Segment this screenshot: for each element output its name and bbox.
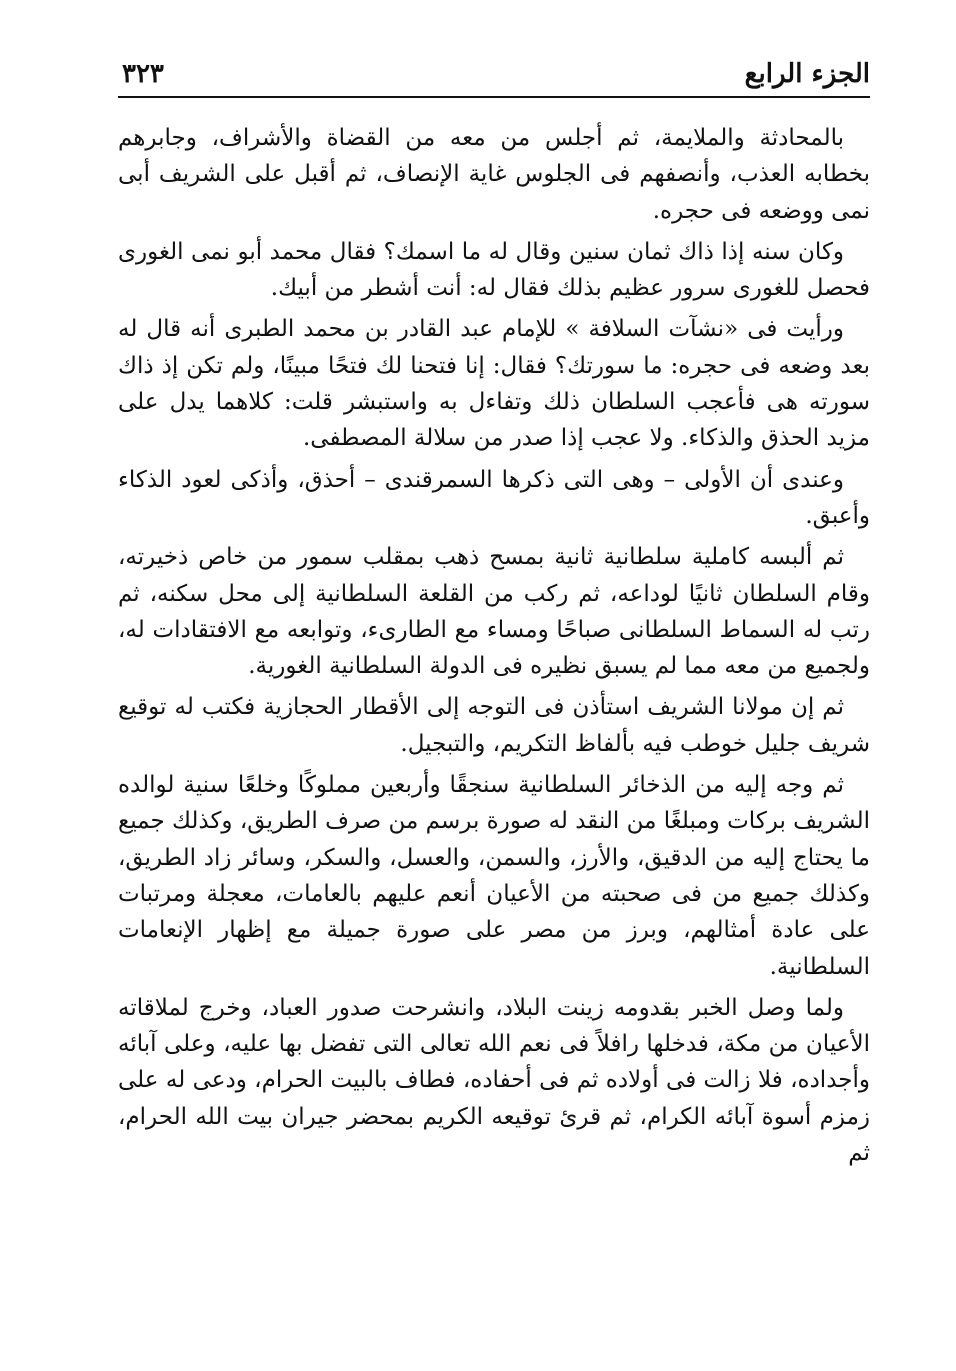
paragraph: ثم وجه إليه من الذخائر السلطانية سنجقًا وأربعين مملوكًا وخلعًا سنية لوالده الشريف بركات ومبلغًا من النقد له صورة برسم من صرف الطريق، وكذلك جميع ما يحتاج إليه من الدقيق، والأرز، والسمن، والعسل، والسكر، وسائر زاد الطريق، وكذلك جميع من فى صحبته من الأعيان أنعم عليهم بالعامات، معجلة ومرتبات على عادة أمثالهم، وبرز من مصر على صورة جميلة مع إظهار الإنعامات السلطانية. [118,772,870,980]
paragraph: وعندى أن الأولى – وهى التى ذكرها السمرقندى – أحذق، وأذكى لعود الذكاء وأعبق. [118,466,870,529]
section-title: الجزء الرابع [744,59,870,89]
body-text [118,120,870,1176]
paragraph: وكان سنه إذا ذاك ثمان سنين وقال له ما اسمك؟ فقال محمد أبو نمى الغورى فحصل للغورى سرور عظيم بذلك فقال له: أنت أشطر من أبيك. [118,238,870,302]
page-number: ٣٢٣ [122,59,164,89]
paragraph: ثم إن مولانا الشريف استأذن فى التوجه إلى الأقطار الحجازية فكتب له توقيع شريف جليل خوطب فيه بألفاظ التكريم، والتبجيل. [118,694,870,757]
paragraph: بالمحادثة والملايمة، ثم أجلس من معه من القضاة والأشراف، وجابرهم بخطابه العذب، وأنصفهم فى الجلوس غاية الإنصاف، ثم أقبل على الشريف أبى نمى ووضعه فى حجره. [118,125,870,224]
paragraph: ورأيت فى «نشآت السلافة » للإمام عبد القادر بن محمد الطبرى أنه قال له بعد وضعه فى حجره: ما سورتك؟ فقال: إنا فتحنا لك فتحًا مبينًا، ولم تكن إذ ذاك سورته هى فأعجب السلطان ذلك وتفاءل به واستبشر قلت: كلاهما يدل على مزيد الحذق والذكاء. ولا عجب إذا صدر من سلالة المصطفى. [118,316,870,452]
paragraph: ثم ألبسه كاملية سلطانية ثانية بمسح ذهب بمقلب سمور من خاص ذخيرته، وقام السلطان ثانيًا لوداعه، ثم ركب من القلعة السلطانية إلى محل سكنه، ثم رتب له السماط السلطانى صباحًا ومساء مع الطارىء، وتوابعه مع الافتقادات له، ولجميع من معه مما لم يسبق نظيره فى الدولة السلطانية الغورية. [118,544,870,680]
header-rule [118,96,870,98]
running-header [118,52,870,96]
paragraph: ولما وصل الخبر بقدومه زينت البلاد، وانشرحت صدور العباد، وخرج لملاقاته الأعيان من مكة، فدخلها رافلاً فى نعم الله تعالى التى تفضل بها عليه، وعلى آبائه وأجداده، فلا زالت فى أولاده ثم فى أحفاده، فطاف بالبيت الحرام، ودعى له على زمزم أسوة آبائه الكرام، ثم قرئ توقيعه الكريم بمحضر جيران بيت الله الحرام، ثم [118,994,870,1167]
